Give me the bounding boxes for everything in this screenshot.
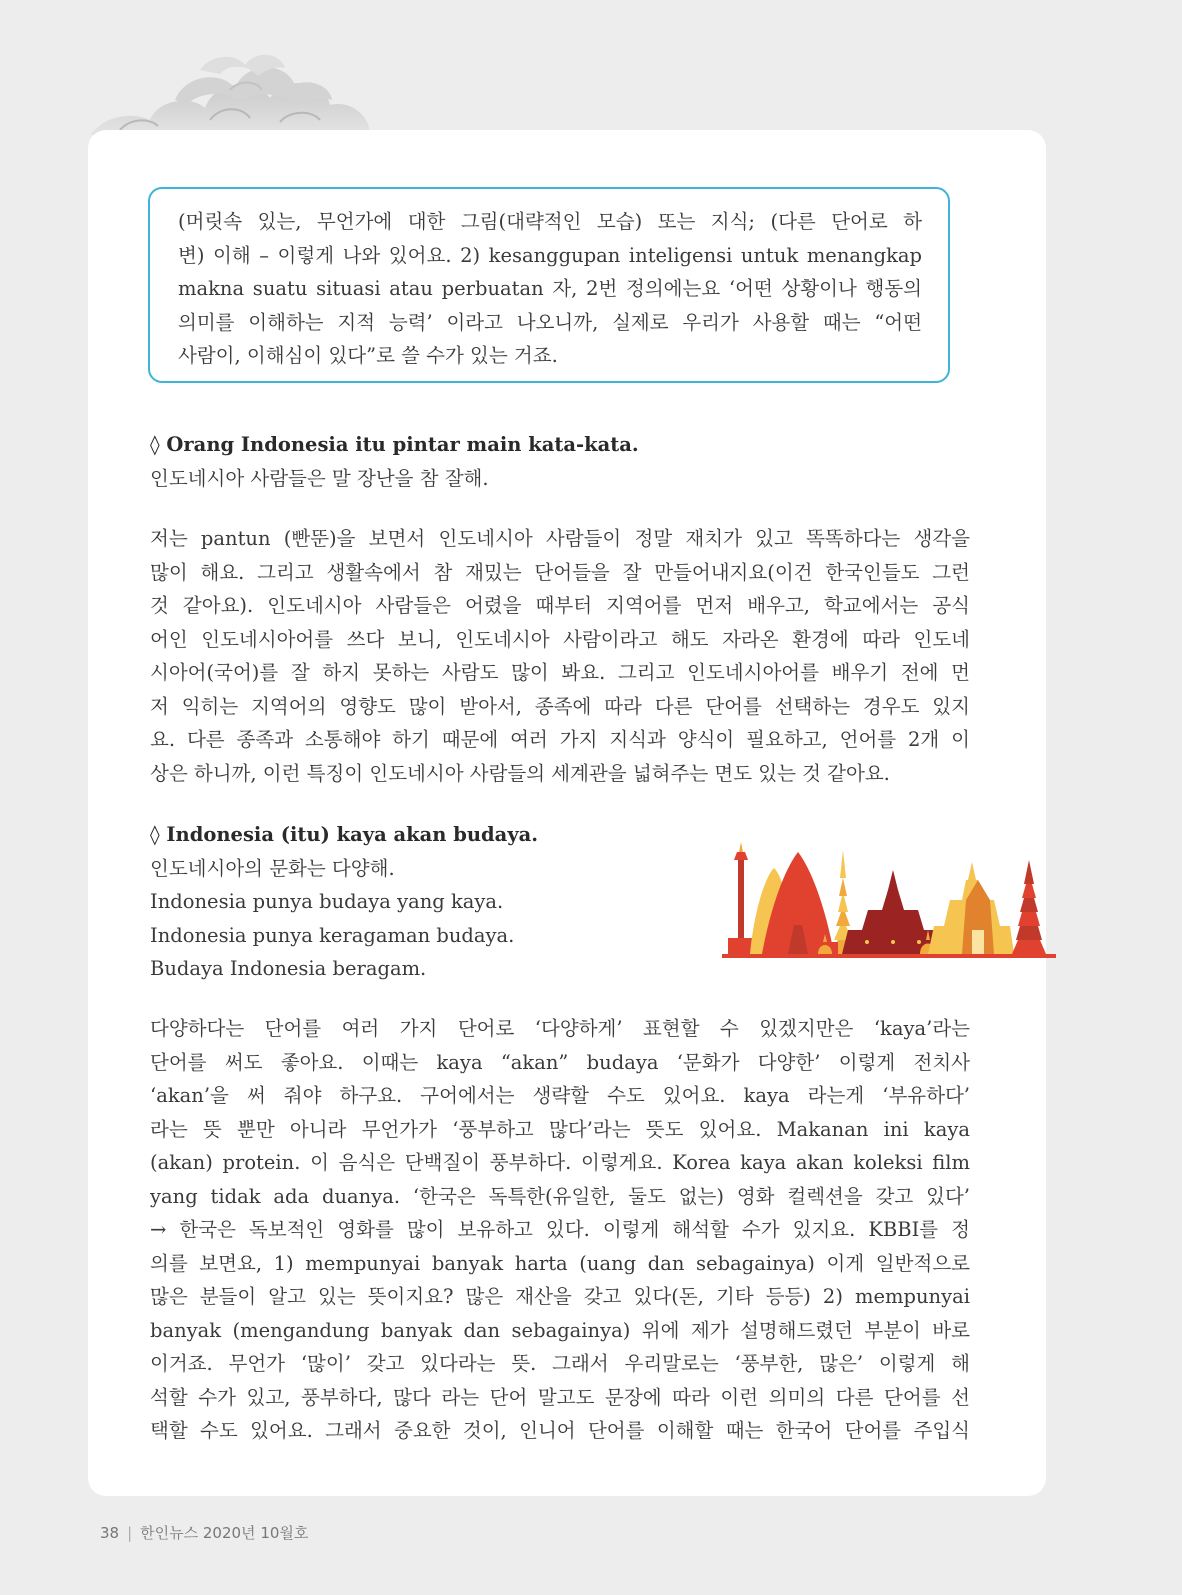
- paragraph-line: 많이 해요. 그리고 생활속에서 참 재밌는 단어들을 잘 만들어내지요(이건 한국인들도 그런: [150, 560, 970, 584]
- quote-line: 변) 이해 – 이렇게 나와 있어요. 2) kesanggupan inteligensi untuk menangkap: [178, 243, 922, 267]
- paragraph-line: 이거죠. 무언가 ‘많이’ 갖고 있다라는 뜻. 그래서 우리말로는 ‘풍부한, 많은’ 이렇게 해: [150, 1352, 970, 1375]
- publication-name: 한인뉴스 2020년 10월호: [140, 1524, 309, 1542]
- paragraph-line: 상은 하니까, 이런 특징이 인도네시아 사람들의 세계관을 넓혀주는 면도 있는 것 같아요.: [150, 761, 890, 785]
- example-line: Indonesia punya keragaman budaya.: [150, 923, 515, 947]
- paragraph-line: 것 같아요). 인도네시아 사람들은 어렸을 때부터 지역어를 먼저 배우고, 학교에서는 공식: [150, 594, 970, 617]
- section-translation: 인도네시아 사람들은 말 장난을 참 잘해.: [150, 466, 489, 490]
- section-culture: [150, 818, 710, 986]
- paragraph-line: 다양하다는 단어를 여러 가지 단어로 ‘다양하게’ 표현할 수 있겠지만은 ‘kaya’라는: [150, 1017, 970, 1040]
- paragraph-line: 라는 뜻 뿐만 아니라 무언가가 ‘풍부하고 많다’라는 뜻도 있어요. Makanan ini kaya: [150, 1117, 970, 1141]
- paragraph-line: 의를 보면요, 1) mempunyai banyak harta (uang dan sebagainya) 이게 일반적으로: [150, 1251, 970, 1275]
- indonesian-temples-illustration: [722, 830, 1056, 960]
- section-wordplay: [150, 428, 970, 495]
- footer-separator: |: [127, 1524, 133, 1542]
- paragraph-line: 많은 분들이 알고 있는 뜻이지요? 많은 재산을 갖고 있다(돈, 기타 등등) 2) mempunyai: [150, 1285, 970, 1308]
- paragraph-line: 단어를 써도 좋아요. 이때는 kaya “akan” budaya ‘문화가 다양한’ 이렇게 전치사: [150, 1050, 970, 1074]
- example-line: Indonesia punya budaya yang kaya.: [150, 890, 504, 913]
- quote-line: makna suatu situasi atau perbuatan 자, 2번 정의에는요 ‘어떤 상황이나 행동의: [178, 277, 922, 300]
- paragraph-line: yang tidak ada duanya. ‘한국은 독특한(유일한, 둘도 없는) 영화 컬렉션을 갖고 있다’: [150, 1184, 970, 1208]
- paragraph-line: ‘akan’을 써 줘야 하구요. 구어에서는 생략할 수도 있어요. kaya 라는게 ‘부유하다’: [150, 1084, 970, 1107]
- quote-line: (머릿속 있는, 무언가에 대한 그림(대략적인 모습) 또는 지식; (다른 단어로 하: [178, 210, 922, 233]
- paragraph-line: 저는 pantun (빤뚠)을 보면서 인도네시아 사람들이 정말 재치가 있고 똑똑하다는 생각을: [150, 527, 970, 550]
- example-line: 인도네시아의 문화는 다양해.: [150, 856, 395, 880]
- paragraph-line: 저 익히는 지역어의 영향도 많이 받아서, 종족에 따라 다른 단어를 선택하는 경우도 있지: [150, 694, 970, 718]
- page-footer: [100, 1522, 308, 1543]
- paragraph-line: 요. 다른 종족과 소통해야 하기 때문에 여러 가지 지식과 양식이 필요하고, 언어를 2개 이: [150, 728, 970, 751]
- example-line: Budaya Indonesia beragam.: [150, 957, 427, 980]
- paragraph-line: (akan) protein. 이 음식은 단백질이 풍부하다. 이렇게요. Korea kaya akan koleksi film: [150, 1151, 970, 1174]
- paragraph-line: 택할 수도 있어요. 그래서 중요한 것이, 인니어 단어를 이해할 때는 한국어 단어를 주입식: [150, 1419, 970, 1442]
- quote-line: 사람이, 이해심이 있다”로 쓸 수가 있는 거죠.: [178, 344, 558, 367]
- quote-line: 의미를 이해하는 지적 능력’ 이라고 나오니까, 실제로 우리가 사용할 때는 “어떤: [178, 310, 922, 334]
- paragraph-line: 어인 인도네시아어를 쓰다 보니, 인도네시아 사람이라고 해도 자라온 환경에 따라 인도네: [150, 627, 970, 651]
- section-wordplay-paragraph: [150, 522, 970, 790]
- paragraph-line: banyak (mengandung banyak dan sebagainya) 위에 제가 설명해드렸던 부분이 바로: [150, 1318, 970, 1342]
- paragraph-line: 석할 수가 있고, 풍부하다, 많다 라는 단어 말고도 문장에 따라 이런 의미의 다른 단어를 선: [150, 1385, 970, 1409]
- page-card: [88, 130, 1046, 1496]
- section-kaya-paragraph: [150, 1012, 970, 1448]
- paragraph-line: 시아어(국어)를 잘 하지 못하는 사람도 많이 봐요. 그리고 인도네시아어를 배우기 전에 먼: [150, 661, 970, 684]
- page-number: 38: [100, 1524, 120, 1542]
- paragraph-line: → 한국은 독보적인 영화를 많이 보유하고 있다. 이렇게 해석할 수가 있지요. KBBI를 정: [150, 1218, 970, 1241]
- section-heading: ◊ Indonesia (itu) kaya akan budaya.: [150, 823, 539, 846]
- section-heading: ◊ Orang Indonesia itu pintar main kata-kata.: [150, 433, 639, 456]
- quote-box: [148, 187, 950, 383]
